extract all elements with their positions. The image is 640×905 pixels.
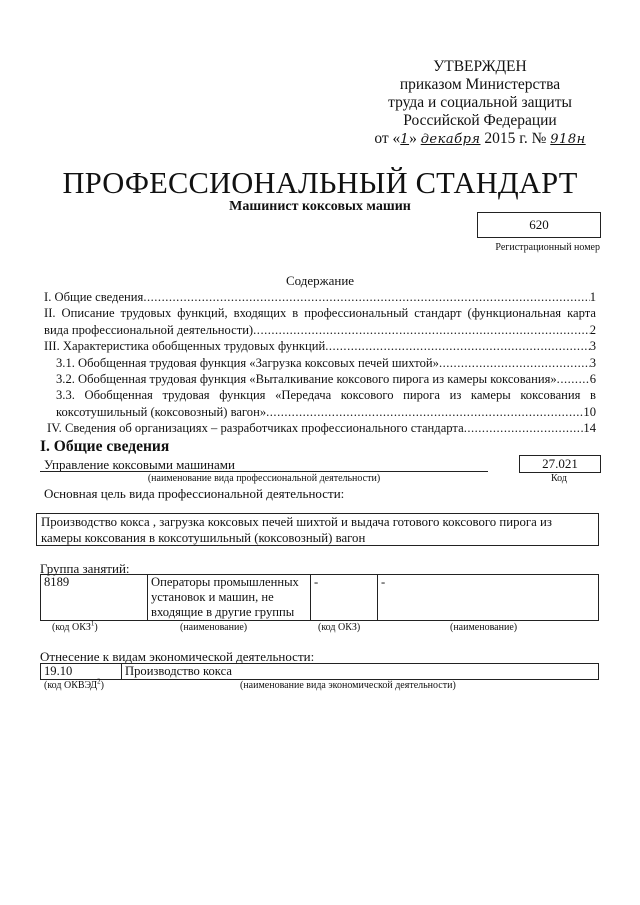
occupation-name-caption: (наименование) xyxy=(180,622,248,633)
date-day: 1 xyxy=(400,132,410,147)
toc-item-line[interactable]: II. Описание трудовых функций, входящих в профессиональный стандарт (функциональная карта xyxy=(44,306,596,321)
okz-code-cell: 8189 xyxy=(41,575,148,621)
economic-activity-caption: (наименование вида экономической деятельности) xyxy=(240,680,456,691)
occupation-name2-cell: - xyxy=(378,575,599,621)
economic-activity-name-cell: Производство кокса xyxy=(122,664,599,680)
economic-activity-table xyxy=(40,663,599,680)
activity-code-box: 27.021 xyxy=(519,455,601,473)
toc-item[interactable]: 3.2. Обобщенная трудовая функция «Выталкивание коксового пирога из камеры коксования» ..... 6 xyxy=(44,371,596,387)
occupation-group-label: Группа занятий: xyxy=(40,561,130,576)
registration-number-label: Регистрационный номер xyxy=(495,242,600,253)
approval-block xyxy=(360,58,600,149)
toc-item[interactable]: коксотушильный (коксовозный) вагон» ..... 10 xyxy=(44,404,596,420)
toc-item[interactable]: III. Характеристика обобщенных трудовых функций ..... 3 xyxy=(44,338,596,354)
toc-item[interactable]: вида профессиональной деятельности) ..... 2 xyxy=(44,322,596,338)
okz-caption: (код ОКЗ$^1$) xyxy=(52,619,98,633)
toc-item[interactable]: IV. Сведения об организациях – разработчиках профессионального стандарта ..... 14 xyxy=(44,420,596,436)
approval-line-3: труда и социальной защиты xyxy=(388,94,572,111)
okz2-caption: (код ОКЗ) xyxy=(318,622,361,633)
goal-box: Производство кокса , загрузка коксовых печей шихтой и выдача готового коксового пирога из камеры коксования в коксотушильный (коксовозный) вагон xyxy=(36,513,599,546)
date-year: 2015 г. № xyxy=(480,130,551,147)
toc-item-line[interactable]: 3.3. Обобщенная трудовая функция «Передача коксового пирога из камеры коксования в xyxy=(56,388,596,403)
date-month: декабря xyxy=(420,132,481,147)
order-number: 918н xyxy=(550,132,586,147)
activity-underline xyxy=(40,471,488,472)
date-prefix: от « xyxy=(374,130,401,147)
toc-item[interactable]: I. Общие сведения ..... 1 xyxy=(44,289,596,305)
activity-code-caption: Код xyxy=(551,473,567,484)
approval-date-line xyxy=(360,130,600,149)
document-subtitle: Машинист коксовых машин xyxy=(229,199,411,214)
table-row xyxy=(41,664,599,680)
toc-item[interactable]: 3.1. Обобщенная трудовая функция «Загрузка коксовых печей шихтой» ..... 3 xyxy=(44,355,596,371)
activity-name: Управление коксовыми машинами xyxy=(44,457,235,472)
occupation-table xyxy=(40,574,599,621)
table-of-contents xyxy=(44,289,596,437)
approval-line-1: УТВЕРЖДЕН xyxy=(433,58,527,75)
registration-number-box: 620 xyxy=(477,212,601,238)
section-heading: I. Общие сведения xyxy=(40,438,170,455)
occupation-name2-caption: (наименование) xyxy=(450,622,518,633)
goal-label: Основная цель вида профессиональной деятельности: xyxy=(44,486,345,501)
approval-line-4: Российской Федерации xyxy=(403,112,557,129)
occupation-name-cell: Операторы промышленных установок и машин, не входящие в другие группы xyxy=(148,575,311,621)
okved-caption: (код ОКВЭД$^2$) xyxy=(44,677,104,691)
activity-caption: (наименование вида профессиональной деятельности) xyxy=(147,473,381,484)
document-title: ПРОФЕССИОНАЛЬНЫЙ СТАНДАРТ xyxy=(62,166,578,200)
date-mid: » xyxy=(409,130,421,147)
okved-code-cell: 19.10 xyxy=(41,664,122,680)
approval-line-2: приказом Министерства xyxy=(399,76,561,93)
okz-code2-cell: - xyxy=(311,575,378,621)
table-row xyxy=(41,575,599,621)
toc-heading: Содержание xyxy=(285,273,355,288)
economic-activity-label: Отнесение к видам экономической деятельности: xyxy=(40,649,315,664)
